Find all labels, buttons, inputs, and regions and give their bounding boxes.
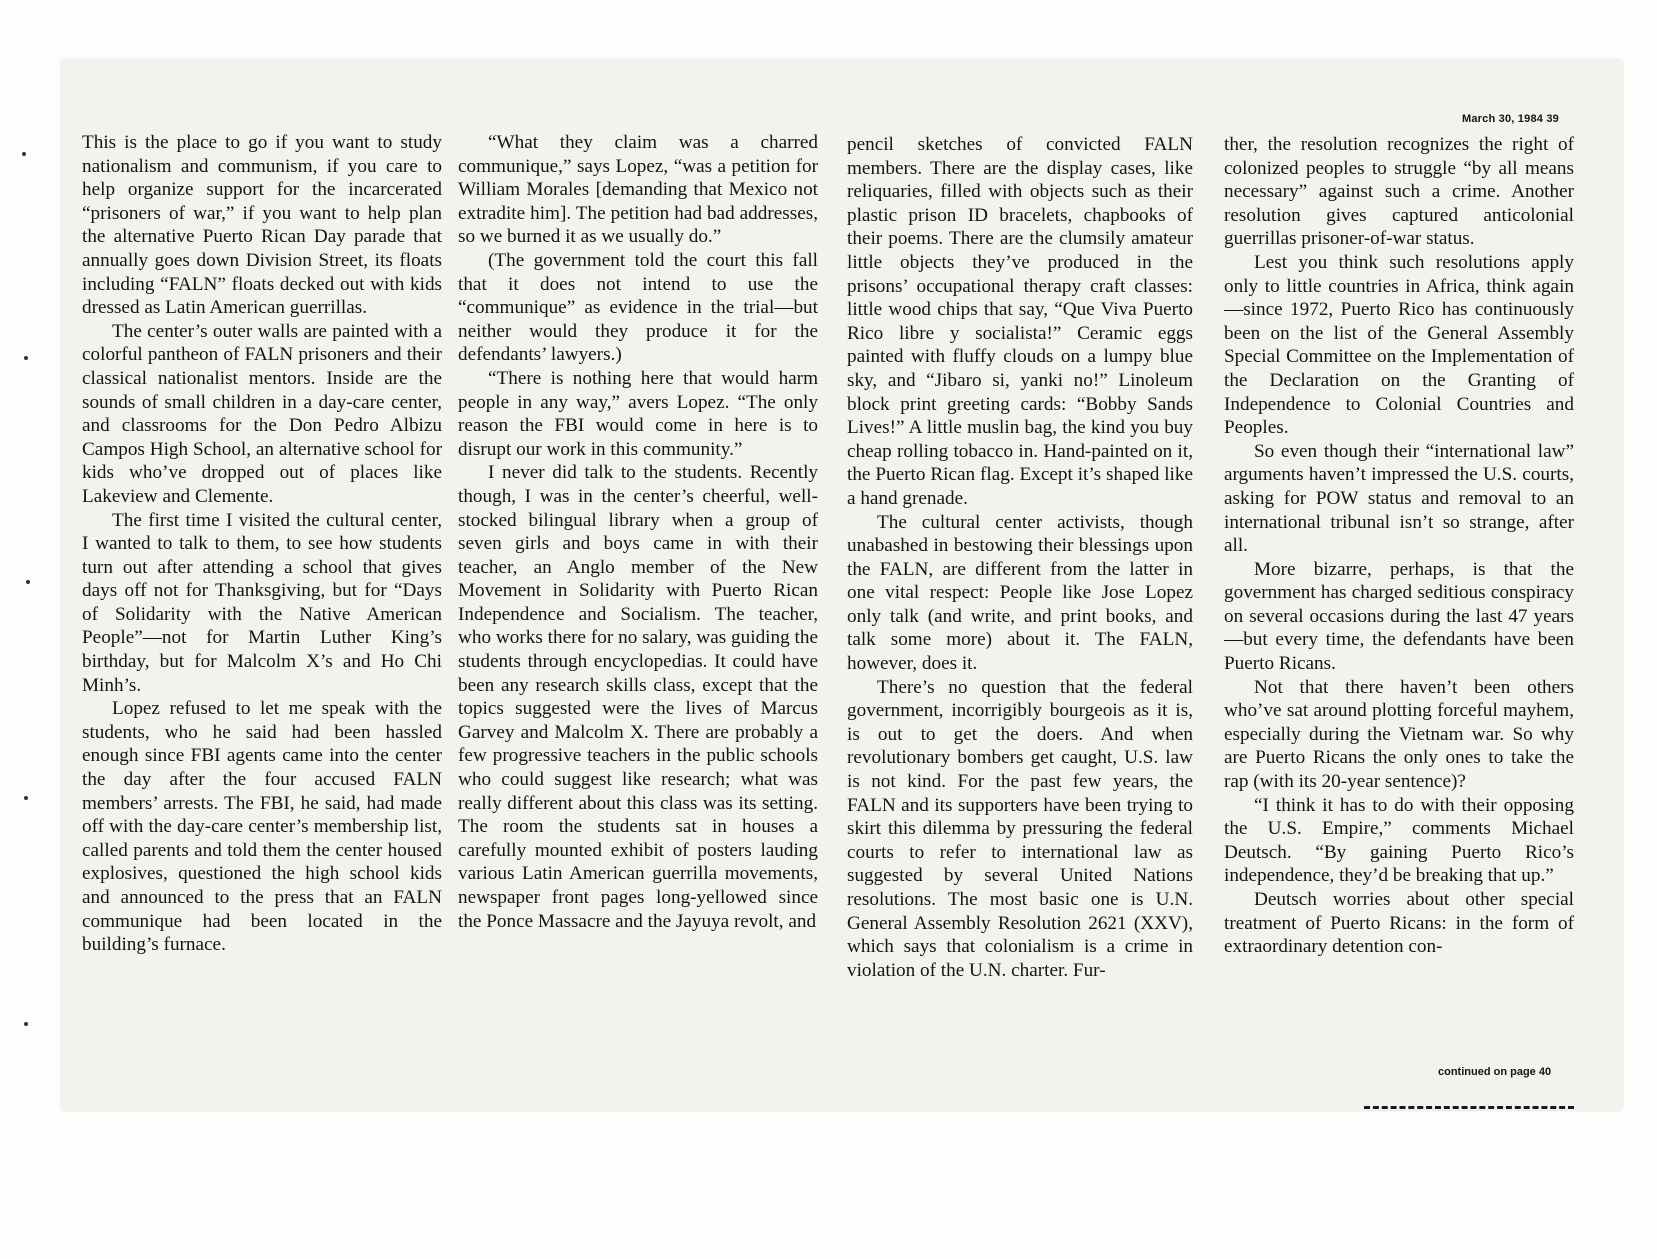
paragraph: The center’s outer walls are painted with a colorful pantheon of FALN prisoners and their classical nationalist mentors. Inside are the sounds of small children in a day-care center, and classrooms for the Don Pedro Albizu Campos High School, an alternative school for kids who’ve dropped out of places like Lakeview and Clemente. bbox=[82, 320, 442, 507]
paragraph: The first time I visited the cultural center, I wanted to talk to them, to see how students turn out after attending a school that gives days off not for Thanksgiving, but for “Days of Solidarity with the Native American People”—not for Martin Luther King’s birthday, but for Malcolm X’s and Ho Chi Minh’s. bbox=[82, 509, 442, 696]
paragraph: pencil sketches of convicted FALN members. There are the display cases, like reliquaries, filled with objects such as their plastic prison ID bracelets, chapbooks of their poems. There are the clumsily amateur little objects they’ve produced in the prisons’ occupational therapy craft classes: little wood chips that say, “Que Viva Puerto Rico libre y socialista!” Ceramic eggs painted with fluffy clouds on a lumpy blue sky, and “Jibaro si, yanki no!” Linoleum block print greeting cards: “Bobby Sands Lives!” A little muslin bag, the kind you buy cheap rolling tobacco in. Hand-painted on it, the Puerto Rican flag. Except it’s shaped like a hand grenade. bbox=[847, 134, 1193, 509]
paragraph: So even though their “international law” arguments haven’t impressed the U.S. courts, asking for POW status and removal to an international tribunal isn’t so strange, after all. bbox=[1224, 440, 1574, 557]
paragraph: (The government told the court this fall that it does not intend to use the “communique” as evidence in the trial—but neither would they produce it for the defendants’ lawyers.) bbox=[458, 249, 818, 366]
paragraph: More bizarre, perhaps, is that the government has charged seditious conspiracy on several occasions during the last 47 years—but every time, the defendants have been Puerto Ricans. bbox=[1224, 558, 1574, 675]
continued-line: continued on page 40 bbox=[1438, 1066, 1552, 1078]
paragraph: ther, the resolution recognizes the right of colonized peoples to struggle “by all means necessary” against such a crime. Another resolution gives captured anticolonial guerrillas prisoner-of-war status. bbox=[1224, 134, 1574, 250]
paragraph: Lest you think such resolutions apply only to little countries in Africa, think again—since 1972, Puerto Rico has continuously been on the list of the General Assembly Special Committee on the Implementation of the Declaration on the Granting of Independence to Colonial Countries and Peoples. bbox=[1224, 251, 1574, 439]
paragraph: There’s no question that the federal government, incorrigibly bourgeois as it is, is out to get the doers. And when revolutionary bombers get caught, U.S. law is not kind. For the past few years, the FALN and its supporters have been trying to skirt this dilemma by pressuring the federal courts to refer to international law as suggested by several United Nations resolutions. The most basic one is U.N. General Assembly Resolution 2621 (XXV), which says that colonialism is a crime in violation of the U.N. charter. Fur- bbox=[847, 676, 1193, 981]
article-column-1 bbox=[82, 131, 442, 957]
paragraph: “I think it has to do with their opposing the U.S. Empire,” comments Michael Deutsch. “By gaining Puerto Rico’s independence, they’d be breaking that up.” bbox=[1224, 794, 1574, 887]
paragraph: The cultural center activists, though unabashed in bestowing their blessings upon the FALN, are different from the latter in one vital respect: People like Jose Lopez only talk (and write, and print books, and talk some more) about it. The FALN, however, does it. bbox=[847, 511, 1193, 675]
paragraph: Deutsch worries about other special treatment of Puerto Ricans: in the form of extraordinary detention con- bbox=[1224, 889, 1574, 958]
article-column-4 bbox=[1224, 133, 1574, 959]
paragraph: Lopez refused to let me speak with the students, who he said had been hassled enough since FBI agents came into the center the day after the four accused FALN members’ arrests. The FBI, he said, had made off with the day-care center’s membership list, called parents and told them the center housed explosives, questioned the high school kids and announced to the press that an FALN communique had been located in the building’s furnace. bbox=[82, 698, 442, 956]
paragraph: “There is nothing here that would harm people in any way,” avers Lopez. “The only reason the FBI would come in here is to disrupt our work in this community.” bbox=[458, 367, 818, 460]
article-column-3 bbox=[847, 133, 1193, 982]
paragraph: I never did talk to the students. Recently though, I was in the center’s cheerful, well-stocked bilingual library when a group of seven girls and boys came in with their teacher, an Anglo member of the New Movement in Solidarity with Puerto Rican Independence and Socialism. The teacher, who works there for no salary, was guiding the students through encyclopedias. It could have been any research skills class, except that the topics suggested were the lives of Marcus Garvey and Malcolm X. There are probably a few progressive teachers in the public schools who could suggest like research; what was really different about this class was its setting. The room the students sat in houses a carefully mounted exhibit of posters lauding various Latin American guerrilla movements, newspaper front pages long-yellowed since the Ponce Massacre and the Jayuya revolt, and bbox=[458, 462, 818, 932]
paragraph: “What they claim was a charred communique,” says Lopez, “was a petition for William Morales [demanding that Mexico not extradite him]. The petition had bad addresses, so we burned it as we usually do.” bbox=[458, 132, 818, 248]
end-dashes bbox=[1364, 1106, 1574, 1109]
paragraph: Not that there haven’t been others who’ve sat around plotting forceful mayhem, especially during the Vietnam war. So why are Puerto Ricans the only ones to take the rap (with its 20-year sentence)? bbox=[1224, 676, 1574, 793]
paragraph: This is the place to go if you want to study nationalism and communism, if you care to help organize support for the incarcerated “prisoners of war,” if you want to help plan the alternative Puerto Rican Day parade that annually goes down Division Street, its floats including “FALN” floats decked out with kids dressed as Latin American guerrillas. bbox=[82, 132, 442, 319]
article-column-2 bbox=[458, 131, 818, 933]
page-folio: March 30, 1984 39 bbox=[1462, 113, 1559, 125]
